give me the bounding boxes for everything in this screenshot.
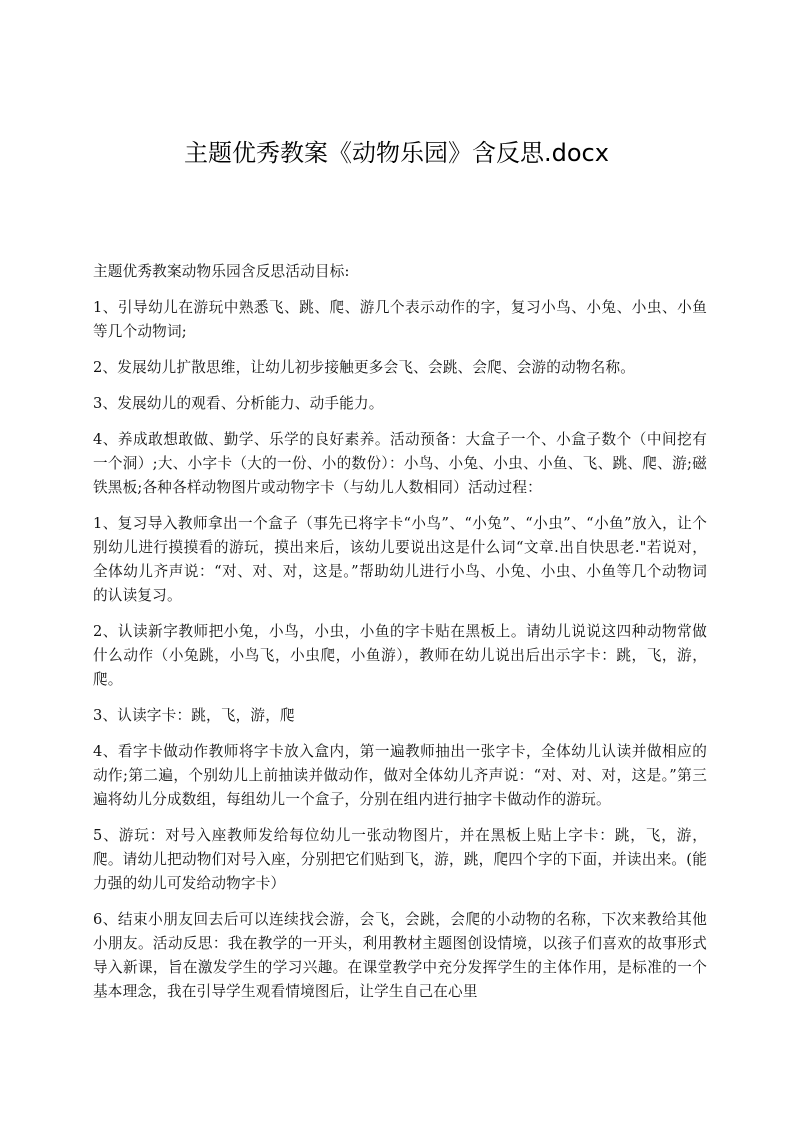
paragraph-goal-2: 2、发展幼儿扩散思维，让幼儿初步接触更多会飞、会跳、会爬、会游的动物名称。 xyxy=(93,359,636,376)
paragraph-step-5: 5、游玩：对号入座教师发给每位幼儿一张动物图片，并在黑板上贴上字卡：跳，飞，游，爬。请幼儿把动物们对号入座，分别把它们贴到飞，游，跳，爬四个字的下面，并读出来。(能力强的幼儿可发给动物字卡） xyxy=(93,827,707,892)
paragraph-intro: 主题优秀教案动物乐园含反思活动目标: xyxy=(93,263,350,280)
paragraph-goal-3: 3、发展幼儿的观看、分析能力、动手能力。 xyxy=(93,395,384,412)
paragraph-step-2: 2、认读新字教师把小兔，小鸟，小虫，小鱼的字卡贴在黑板上。请幼儿说说这四种动物常做什么动作（小兔跳，小鸟飞，小虫爬，小鱼游），教师在幼儿说出后出示字卡：跳，飞，游，爬。 xyxy=(93,623,707,688)
document-title: 主题优秀教案《动物乐园》含反思.docx xyxy=(184,139,609,167)
paragraph-step-1: 1、复习导入教师拿出一个盒子（事先已将字卡“小鸟”、“小兔”、“小虫”、“小鱼”放入，让个别幼儿进行摸摸看的游玩，摸出来后，该幼儿要说出这是什么词“文章.出自快思老."若说对，全体幼儿齐声说：“对、对、对，这是。”帮助幼儿进行小鸟、小兔、小虫、小鱼等几个动物词的认读复习。 xyxy=(93,515,707,604)
document-body xyxy=(93,260,707,1016)
paragraph-step-3: 3、认读字卡：跳，飞，游，爬 xyxy=(93,707,295,724)
paragraph-goal-4: 4、养成敢想敢做、勤学、乐学的良好素养。活动预备：大盒子一个、小盒子数个（中间挖有一个洞）;大、小字卡（大的一份、小的数份）：小鸟、小兔、小虫、小鱼、飞、跳、爬、游;磁铁黑板;各种各样动物图片或动物字卡（与幼儿人数相同）活动过程： xyxy=(93,431,707,496)
paragraph-step-6: 6、结束小朋友回去后可以连续找会游，会飞，会跳，会爬的小动物的名称，下次来教给其他小朋友。活动反思：我在教学的一开头，利用教材主题图创设情境，以孩子们喜欢的故事形式导入新课，旨在激发学生的学习兴趣。在课堂教学中充分发挥学生的主体作用，是标准的一个基本理念，我在引导学生观看情境图后，让学生自己在心里 xyxy=(93,911,707,1000)
paragraph-step-4: 4、看字卡做动作教师将字卡放入盒内，第一遍教师抽出一张字卡，全体幼儿认读并做相应的动作;第二遍，个别幼儿上前抽读并做动作，做对全体幼儿齐声说：“对、对、对，这是。”第三遍将幼儿分成数组，每组幼儿一个盒子，分别在组内进行抽字卡做动作的游玩。 xyxy=(93,743,707,808)
paragraph-goal-1: 1、引导幼儿在游玩中熟悉飞、跳、爬、游几个表示动作的字，复习小鸟、小兔、小虫、小鱼等几个动物词; xyxy=(93,299,707,340)
